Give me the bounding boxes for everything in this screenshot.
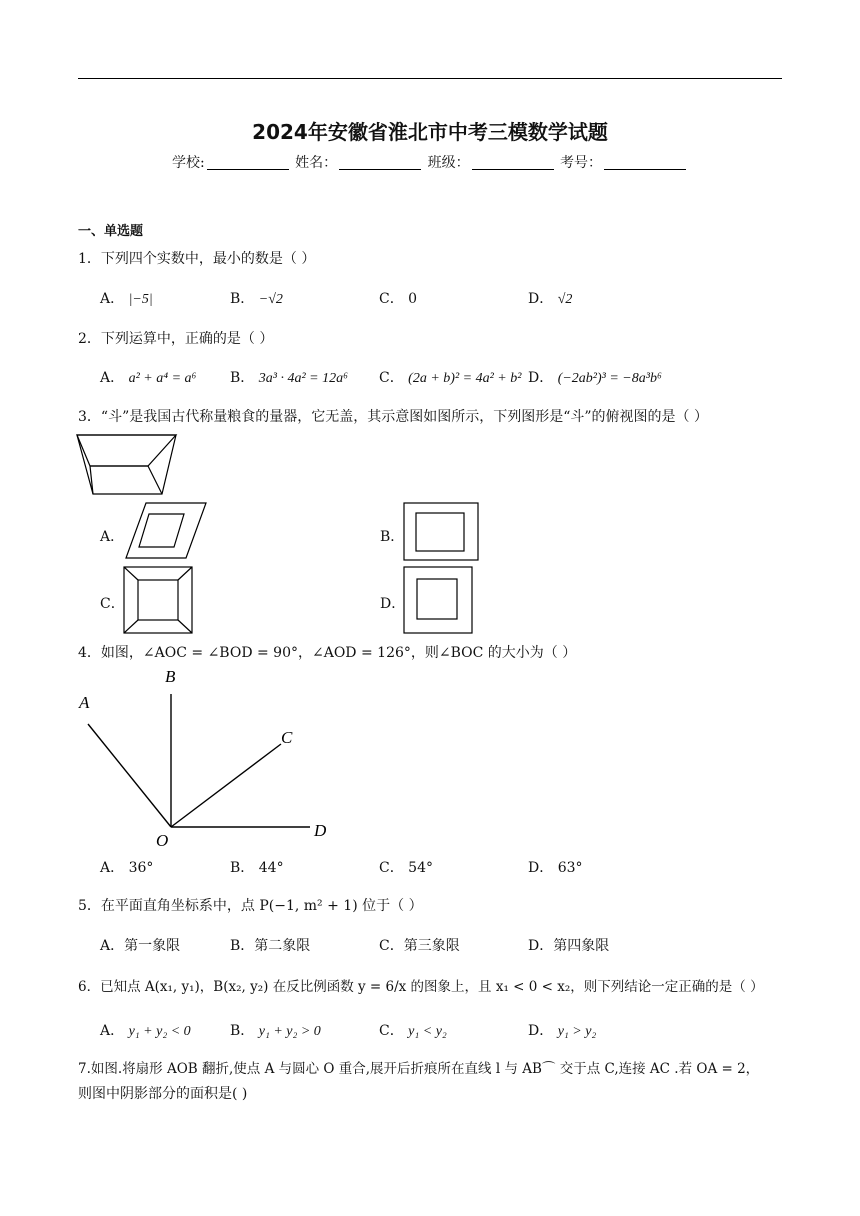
q1-option-d: D． √2 xyxy=(528,291,573,307)
q1-option-c: C． 0 xyxy=(379,291,418,307)
angle-figure xyxy=(76,664,346,854)
question-1-stem: 1．下列四个实数中，最小的数是（ ） xyxy=(78,251,316,267)
q4-option-b: B． 44° xyxy=(230,860,284,876)
q2-option-b: B． 3a³ · 4a² = 12a⁶ xyxy=(230,370,348,386)
q3-option-b-figure xyxy=(403,502,479,562)
q2-option-a: A． a² + a⁴ = a⁶ xyxy=(100,370,197,386)
dou-vessel-figure xyxy=(76,430,186,500)
exam-number-label: 考号： xyxy=(560,155,603,171)
q2-option-c: C． (2a + b)² = 4a² + b² xyxy=(379,370,522,386)
q5-option-d: D．第四象限 xyxy=(528,938,610,954)
school-label: 学校: xyxy=(171,155,205,171)
q2-option-d: D． (−2ab²)³ = −8a³b⁶ xyxy=(528,370,662,386)
class-label: 班级： xyxy=(427,155,470,171)
question-4-stem: 4．如图，∠AOC = ∠BOD = 90°，∠AOD = 126°，则∠BOC 的大小为（ ） xyxy=(78,645,577,661)
q3-option-a-figure xyxy=(124,502,208,560)
label-d: D xyxy=(314,821,327,840)
q6-option-c: C． y₁ < y₂ xyxy=(379,1023,447,1039)
q4-option-c: C． 54° xyxy=(379,860,433,876)
label-a: A xyxy=(79,693,90,712)
question-5-stem: 5．在平面直角坐标系中，点 P(−1, m² + 1) 位于（ ） xyxy=(78,898,423,914)
class-blank[interactable] xyxy=(472,155,554,170)
school-blank[interactable] xyxy=(207,155,289,170)
q6-option-b: B． y₁ + y₂ > 0 xyxy=(230,1023,321,1039)
q3-option-c-figure xyxy=(123,566,193,634)
q6-option-a: A． y₁ + y₂ < 0 xyxy=(100,1023,191,1039)
label-b: B xyxy=(165,667,176,686)
q3-option-d-label: D． xyxy=(380,596,406,612)
q4-option-d: D． 63° xyxy=(528,860,583,876)
name-label: 姓名： xyxy=(295,155,338,171)
q3-option-b-label: B． xyxy=(380,529,405,545)
q6-option-d: D． y₁ > y₂ xyxy=(528,1023,597,1039)
name-blank[interactable] xyxy=(339,155,421,170)
q1-option-a: A． |−5| xyxy=(100,291,153,307)
q5-option-c: C．第三象限 xyxy=(379,938,460,954)
q5-option-a: A．第一象限 xyxy=(100,938,181,954)
q3-option-c-label: C． xyxy=(100,596,125,612)
label-c: C xyxy=(281,728,293,747)
question-6-stem: 6．已知点 A(x₁, y₁)，B(x₂, y₂) 在反比例函数 y = 6/x 的图象上，且 x₁ < 0 < x₂，则下列结论一定正确的是（ ） xyxy=(78,979,764,995)
q3-option-a-label: A． xyxy=(100,529,125,545)
page-title: 2024年安徽省淮北市中考三模数学试题 xyxy=(252,120,608,144)
q4-option-a: A． 36° xyxy=(100,860,154,876)
question-2-stem: 2．下列运算中，正确的是（ ） xyxy=(78,331,274,347)
top-rule xyxy=(78,78,782,79)
label-o: O xyxy=(156,831,169,850)
exam-number-blank[interactable] xyxy=(604,155,686,170)
question-7-stem-continued: 则图中阴影部分的面积是( ) xyxy=(78,1086,248,1102)
student-info-line xyxy=(0,152,860,172)
q3-option-d-figure xyxy=(403,566,473,634)
question-3-stem: 3．“斗”是我国古代称量粮食的量器，它无盖，其示意图如图所示，下列图形是“斗”的俯视图的是（ ） xyxy=(78,409,708,425)
q5-option-b: B．第二象限 xyxy=(230,938,311,954)
q1-option-b: B． −√2 xyxy=(230,291,283,307)
section-heading: 一、单选题 xyxy=(78,224,144,239)
question-7-stem: 7.如图.将扇形 AOB 翻折,使点 A 与圆心 O 重合,展开后折痕所在直线 l 与 AB⌒ 交于点 C,连接 AC .若 OA = 2， xyxy=(78,1061,760,1077)
